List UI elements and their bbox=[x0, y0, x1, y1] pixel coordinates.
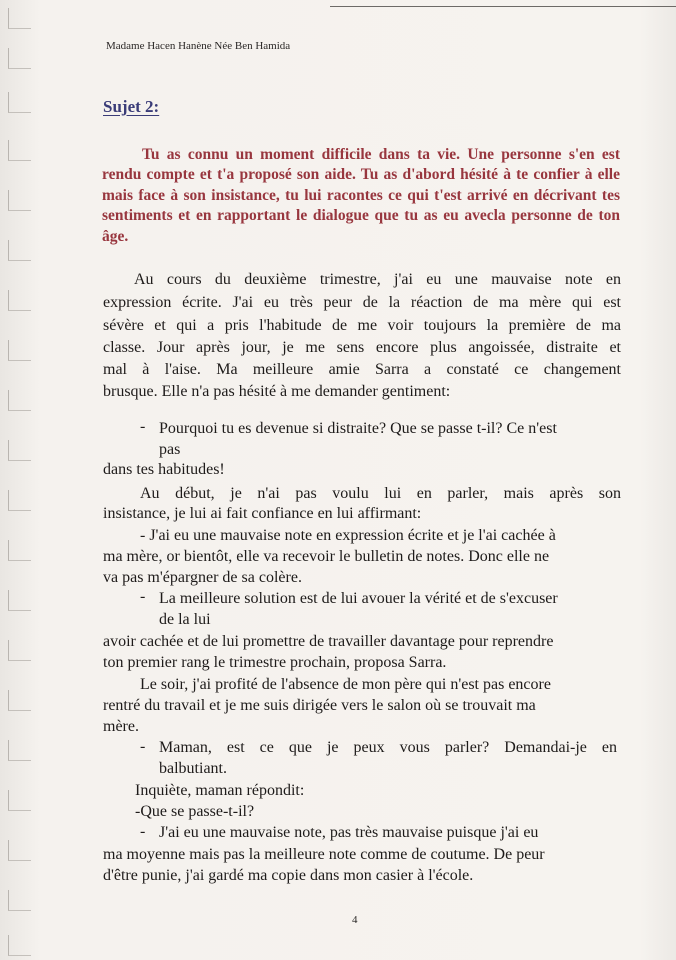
body-line: Au début, je n'ai pas voulu lui en parler, mais après son bbox=[140, 485, 621, 502]
body-line: classe. Jour après jour, je me sens encore plus angoissée, distraite et bbox=[103, 339, 621, 356]
body-line: Maman, est ce que je peux vous parler? Demandai-je en bbox=[159, 739, 617, 756]
subject-title: Sujet 2: bbox=[103, 97, 160, 116]
body-line: ma moyenne mais pas la meilleure note comme de coutume. De peur bbox=[103, 846, 545, 863]
body-line: Pourquoi tu es devenue si distraite? Que se passe t-il? Ce n'est bbox=[159, 420, 557, 437]
body-line: insistance, je lui ai fait confiance en lui affirmant: bbox=[103, 505, 422, 522]
body-line: Le soir, j'ai profité de l'absence de mon père qui n'est pas encore bbox=[140, 676, 551, 693]
body-line: ma mère, or bientôt, elle va recevoir le bulletin de notes. Donc elle ne bbox=[103, 548, 550, 565]
body-line: J'ai eu une mauvaise note, pas très mauvaise puisque j'ai eu bbox=[159, 824, 539, 841]
body-line: d'être punie, j'ai gardé ma copie dans mon casier à l'école. bbox=[103, 867, 474, 884]
body-line: Inquiète, maman répondit: bbox=[135, 782, 305, 799]
body-line: expression écrite. J'ai eu très peur de la réaction de ma mère qui est bbox=[103, 294, 621, 311]
body-line: dans tes habitudes! bbox=[103, 461, 225, 478]
body-line: Au cours du deuxième trimestre, j'ai eu une mauvaise note en bbox=[134, 271, 621, 288]
body-line: avoir cachée et de lui promettre de travailler davantage pour reprendre bbox=[103, 633, 554, 650]
subject-prompt: Tu as connu un moment difficile dans ta vie. Une personne s'en est rendu compte et t'a proposé son aide. Tu as d'abord hésité à te confier à elle mais face à son insistance, tu lui racontes ce qui t'est arrivé en décrivant tes sentiments et en rapportant le dialogue que tu as eu avecla personne de ton âge. bbox=[102, 146, 620, 245]
body-line: de la lui bbox=[159, 611, 211, 628]
author-header: Madame Hacen Hanène Née Ben Hamida bbox=[106, 40, 291, 52]
top-rule bbox=[330, 6, 676, 7]
dialogue-dash: - bbox=[140, 738, 146, 755]
body-line: rentré du travail et je me suis dirigée vers le salon où se trouvait ma bbox=[103, 697, 536, 714]
body-line: mal à l'aise. Ma meilleure amie Sarra a constaté ce changement bbox=[103, 361, 621, 378]
body-line: La meilleure solution est de lui avouer la vérité et de s'excuser bbox=[159, 590, 558, 607]
dialogue-dash: - bbox=[140, 823, 146, 840]
body-line: mère. bbox=[103, 718, 139, 735]
dialogue-dash: - bbox=[140, 418, 146, 435]
page-number: 4 bbox=[352, 914, 358, 926]
body-line: va pas m'épargner de sa colère. bbox=[103, 569, 302, 586]
body-line: balbutiant. bbox=[159, 760, 227, 777]
body-line: brusque. Elle n'a pas hésité à me demander gentiment: bbox=[103, 383, 451, 400]
dialogue-dash: - bbox=[140, 588, 146, 605]
body-line: - J'ai eu une mauvaise note en expression écrite et je l'ai cachée à bbox=[140, 527, 556, 544]
body-line: -Que se passe-t-il? bbox=[135, 803, 255, 820]
body-line: sévère et qui a pris l'habitude de me voir toujours la première de ma bbox=[103, 317, 621, 334]
body-line: ton premier rang le trimestre prochain, proposa Sarra. bbox=[103, 654, 447, 671]
body-line: pas bbox=[159, 441, 181, 458]
binder-holes bbox=[8, 0, 38, 960]
